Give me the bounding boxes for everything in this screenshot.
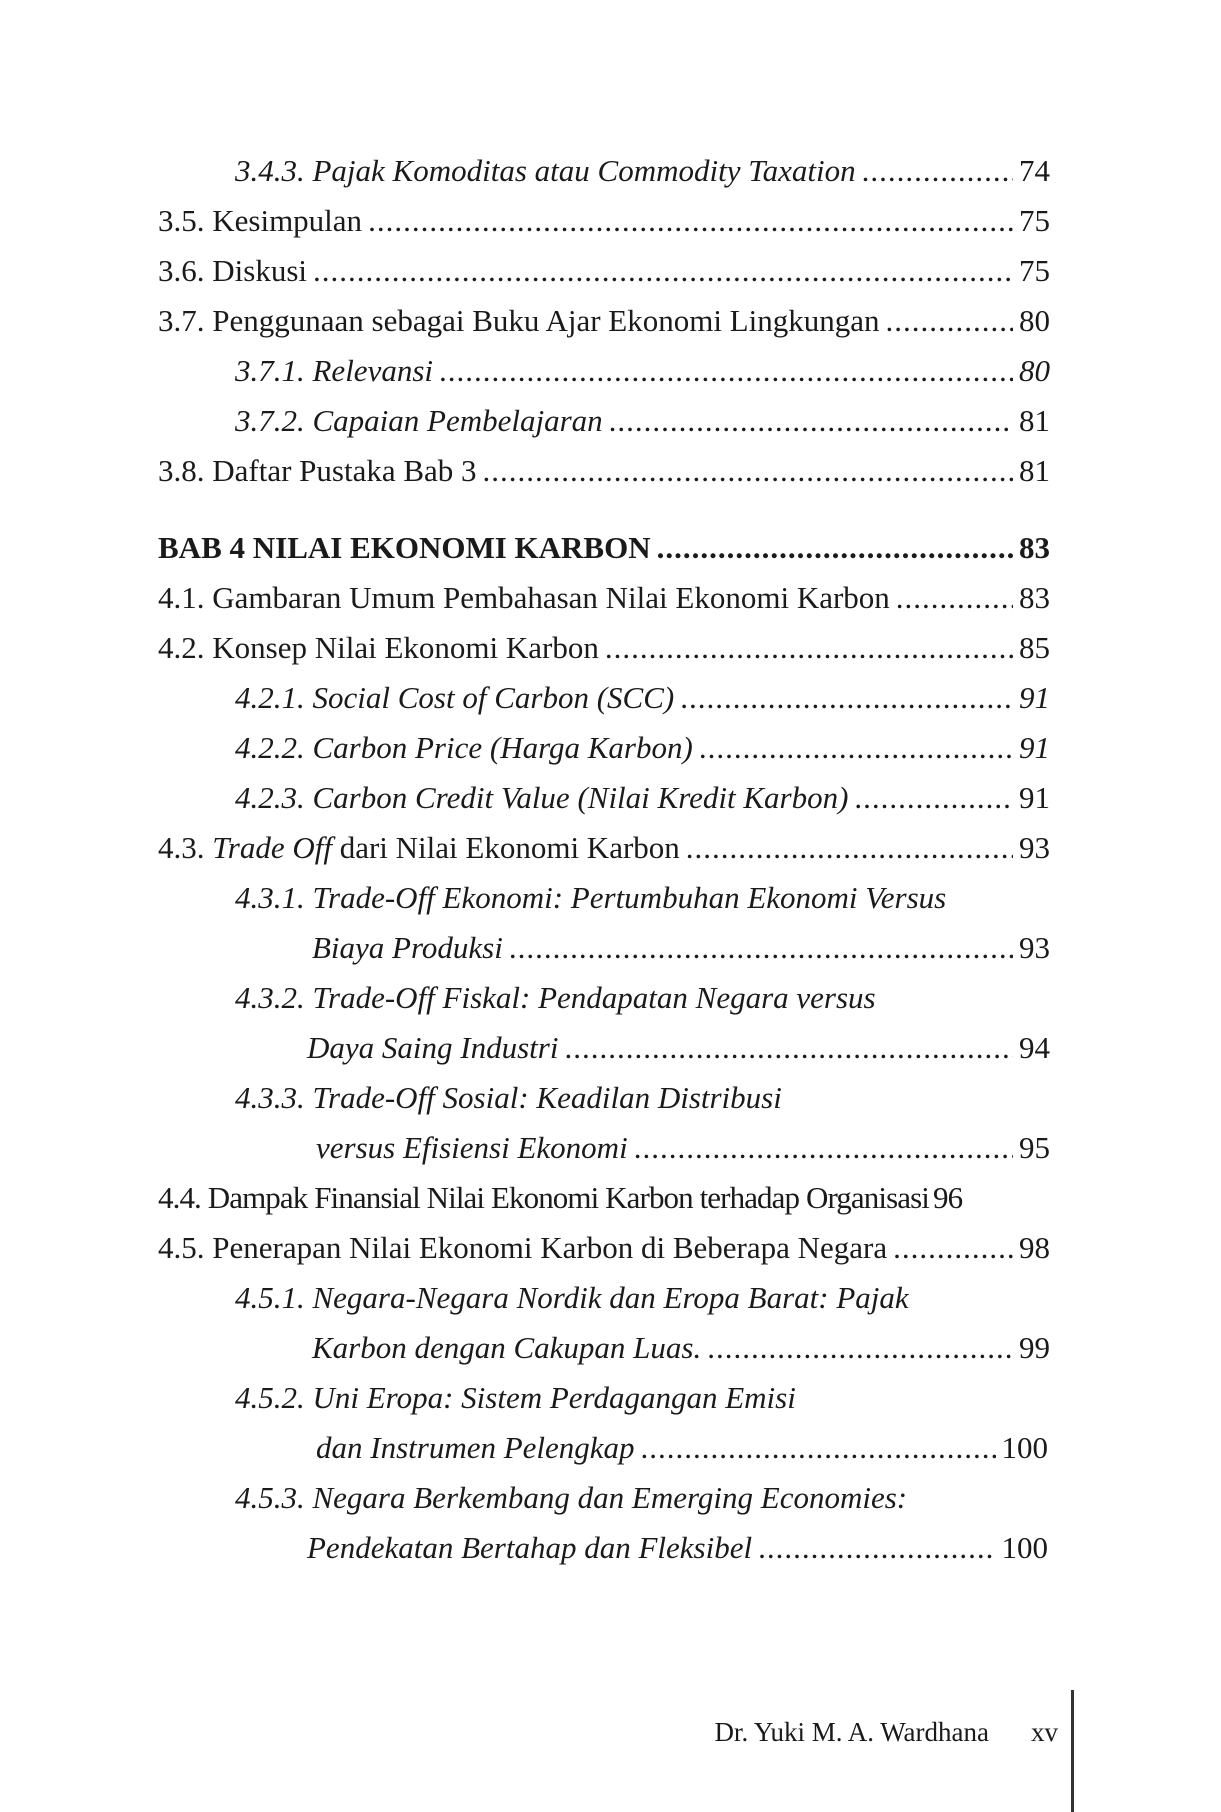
leader-dots xyxy=(605,628,1013,668)
toc-entry xyxy=(307,1028,1050,1068)
toc-entry-page: 75 xyxy=(1019,203,1050,238)
toc-entry-page: 80 xyxy=(1019,353,1050,388)
leader-dots xyxy=(707,1328,1013,1368)
toc-entry-title-line1: 4.3.2. Trade-Off Fiskal: Pendapatan Negara versus xyxy=(235,980,876,1015)
toc-entry-title: 3.5. Kesimpulan xyxy=(158,203,363,238)
toc-entry-page: 94 xyxy=(1019,1030,1050,1065)
toc-entry-page: 91 xyxy=(1019,780,1050,815)
leader-dots xyxy=(439,351,1013,391)
leader-dots xyxy=(758,1528,995,1568)
leader-dots xyxy=(609,401,1013,441)
toc-entry xyxy=(235,151,1050,191)
toc-entry-title: 3.7. Penggunaan sebagai Buku Ajar Ekonomi Lingkungan xyxy=(158,303,880,338)
toc-entry-title: 3.7.1. Relevansi xyxy=(235,353,434,388)
toc-entry-page: 99 xyxy=(1019,1330,1050,1365)
toc-entry-page: 75 xyxy=(1019,253,1050,288)
toc-entry-page: 93 xyxy=(1019,830,1050,865)
toc-entry-title-rest: dari Nilai Ekonomi Karbon xyxy=(331,830,680,865)
toc-entry-page: 91 xyxy=(1019,680,1050,715)
leader-dots xyxy=(699,728,1013,768)
toc-entry-page: 100 xyxy=(1001,1430,1048,1465)
toc-entry-title: 3.7.2. Capaian Pembelajaran xyxy=(235,403,603,438)
toc-entry-page: 85 xyxy=(1019,630,1050,665)
leader-dots xyxy=(564,1028,1013,1068)
toc-entry-title: Daya Saing Industri xyxy=(307,1030,559,1065)
toc-entry xyxy=(158,1228,1050,1268)
toc-entry xyxy=(316,1428,1048,1468)
toc-entry-title: 4.1. Gambaran Umum Pembahasan Nilai Ekonomi Karbon xyxy=(158,580,890,615)
toc-entry-title: dan Instrumen Pelengkap xyxy=(316,1430,635,1465)
leader-dots xyxy=(854,778,1013,818)
leader-dots xyxy=(483,451,1013,491)
toc-entry xyxy=(312,1328,1050,1368)
toc-entry-number: 4.3. xyxy=(158,830,213,865)
toc-entry-title: versus Efisiensi Ekonomi xyxy=(316,1130,628,1165)
toc-entry-title: Pendekatan Bertahap dan Fleksibel xyxy=(307,1530,753,1565)
leader-dots xyxy=(896,578,1013,618)
leader-dots xyxy=(634,1128,1013,1168)
toc-entry-page: 98 xyxy=(1019,1230,1050,1265)
toc-entry-title-line1: 4.3.3. Trade-Off Sosial: Keadilan Distribusi xyxy=(235,1080,782,1115)
footer-author: Dr. Yuki M. A. Wardhana xyxy=(714,1717,989,1747)
toc-entry-title: Karbon dengan Cakupan Luas. xyxy=(312,1330,702,1365)
toc-entry xyxy=(158,301,1050,341)
toc-entry-title: 4.5. Penerapan Nilai Ekonomi Karbon di Beberapa Negara xyxy=(158,1230,888,1265)
toc-entry xyxy=(235,401,1050,441)
leader-dots xyxy=(313,251,1013,291)
toc-entry-title: 4.2. Konsep Nilai Ekonomi Karbon xyxy=(158,630,599,665)
toc-entry-title: 4.2.2. Carbon Price (Harga Karbon) xyxy=(235,730,693,765)
toc-entry xyxy=(307,1528,1048,1568)
toc-entry-title: 3.8. Daftar Pustaka Bab 3 xyxy=(158,453,477,488)
toc-entry-page: 81 xyxy=(1019,453,1050,488)
leader-dots xyxy=(680,678,1013,718)
toc-entry xyxy=(158,578,1050,618)
toc-entry-title-line1: 4.5.1. Negara-Negara Nordik dan Eropa Barat: Pajak xyxy=(235,1280,909,1315)
leader-dots xyxy=(886,301,1014,341)
toc-entry-title: 4.2.3. Carbon Credit Value (Nilai Kredit Karbon) xyxy=(235,780,849,815)
toc-entry xyxy=(158,451,1050,491)
toc-entry-page: 83 xyxy=(1019,580,1050,615)
leader-dots xyxy=(641,1428,996,1468)
toc-entry xyxy=(235,778,1050,818)
leader-dots xyxy=(368,201,1013,241)
toc-entry-title-line1: 4.5.2. Uni Eropa: Sistem Perdagangan Emisi xyxy=(235,1380,796,1415)
leader-dots xyxy=(509,928,1013,968)
toc-entry-page: 81 xyxy=(1019,403,1050,438)
toc-entry-title: 3.6. Diskusi xyxy=(158,253,307,288)
toc-entry-title xyxy=(158,828,680,868)
toc-entry-italic-term: Trade Off xyxy=(212,830,332,865)
toc-entry-page: 93 xyxy=(1019,930,1050,965)
toc-entry xyxy=(158,1178,1050,1218)
toc-entry xyxy=(235,351,1050,391)
toc-entry xyxy=(312,928,1050,968)
toc-entry-page: 83 xyxy=(1019,530,1050,565)
toc-entry-title-line1: 4.5.3. Negara Berkembang dan Emerging Economies: xyxy=(235,1480,908,1515)
toc-entry-page: 95 xyxy=(1019,1130,1050,1165)
toc-entry-title-line1: 4.3.1. Trade-Off Ekonomi: Pertumbuhan Ekonomi Versus xyxy=(235,880,947,915)
toc-entry-page: 80 xyxy=(1019,303,1050,338)
toc-entry xyxy=(316,1128,1050,1168)
leader-dots xyxy=(657,528,1013,568)
toc-entry xyxy=(158,628,1050,668)
toc-entry-title: 4.4. Dampak Finansial Nilai Ekonomi Karbon terhadap Organisasi xyxy=(158,1180,929,1215)
toc-entry xyxy=(235,678,1050,718)
footer-vertical-rule xyxy=(1071,1690,1074,1812)
toc-entry xyxy=(158,828,1050,868)
leader-dots xyxy=(862,151,1013,191)
page-number: xv xyxy=(1031,1717,1058,1747)
toc-entry-title: BAB 4 NILAI EKONOMI KARBON xyxy=(158,530,651,565)
toc-entry-page: 96 xyxy=(932,1180,963,1215)
toc-entry-title: 3.4.3. Pajak Komoditas atau Commodity Taxation xyxy=(235,153,856,188)
toc-entry xyxy=(158,251,1050,291)
toc-entry-title: Biaya Produksi xyxy=(312,930,503,965)
toc-entry-title: 4.2.1. Social Cost of Carbon (SCC) xyxy=(235,680,675,715)
leader-dots xyxy=(893,1228,1013,1268)
toc-entry-page: 91 xyxy=(1019,730,1050,765)
toc-entry-page: 74 xyxy=(1019,153,1050,188)
toc-entry xyxy=(235,728,1050,768)
toc-entry xyxy=(158,201,1050,241)
leader-dots xyxy=(686,828,1013,868)
toc-entry-page: 100 xyxy=(1001,1530,1048,1565)
toc-chapter-heading xyxy=(158,528,1050,568)
